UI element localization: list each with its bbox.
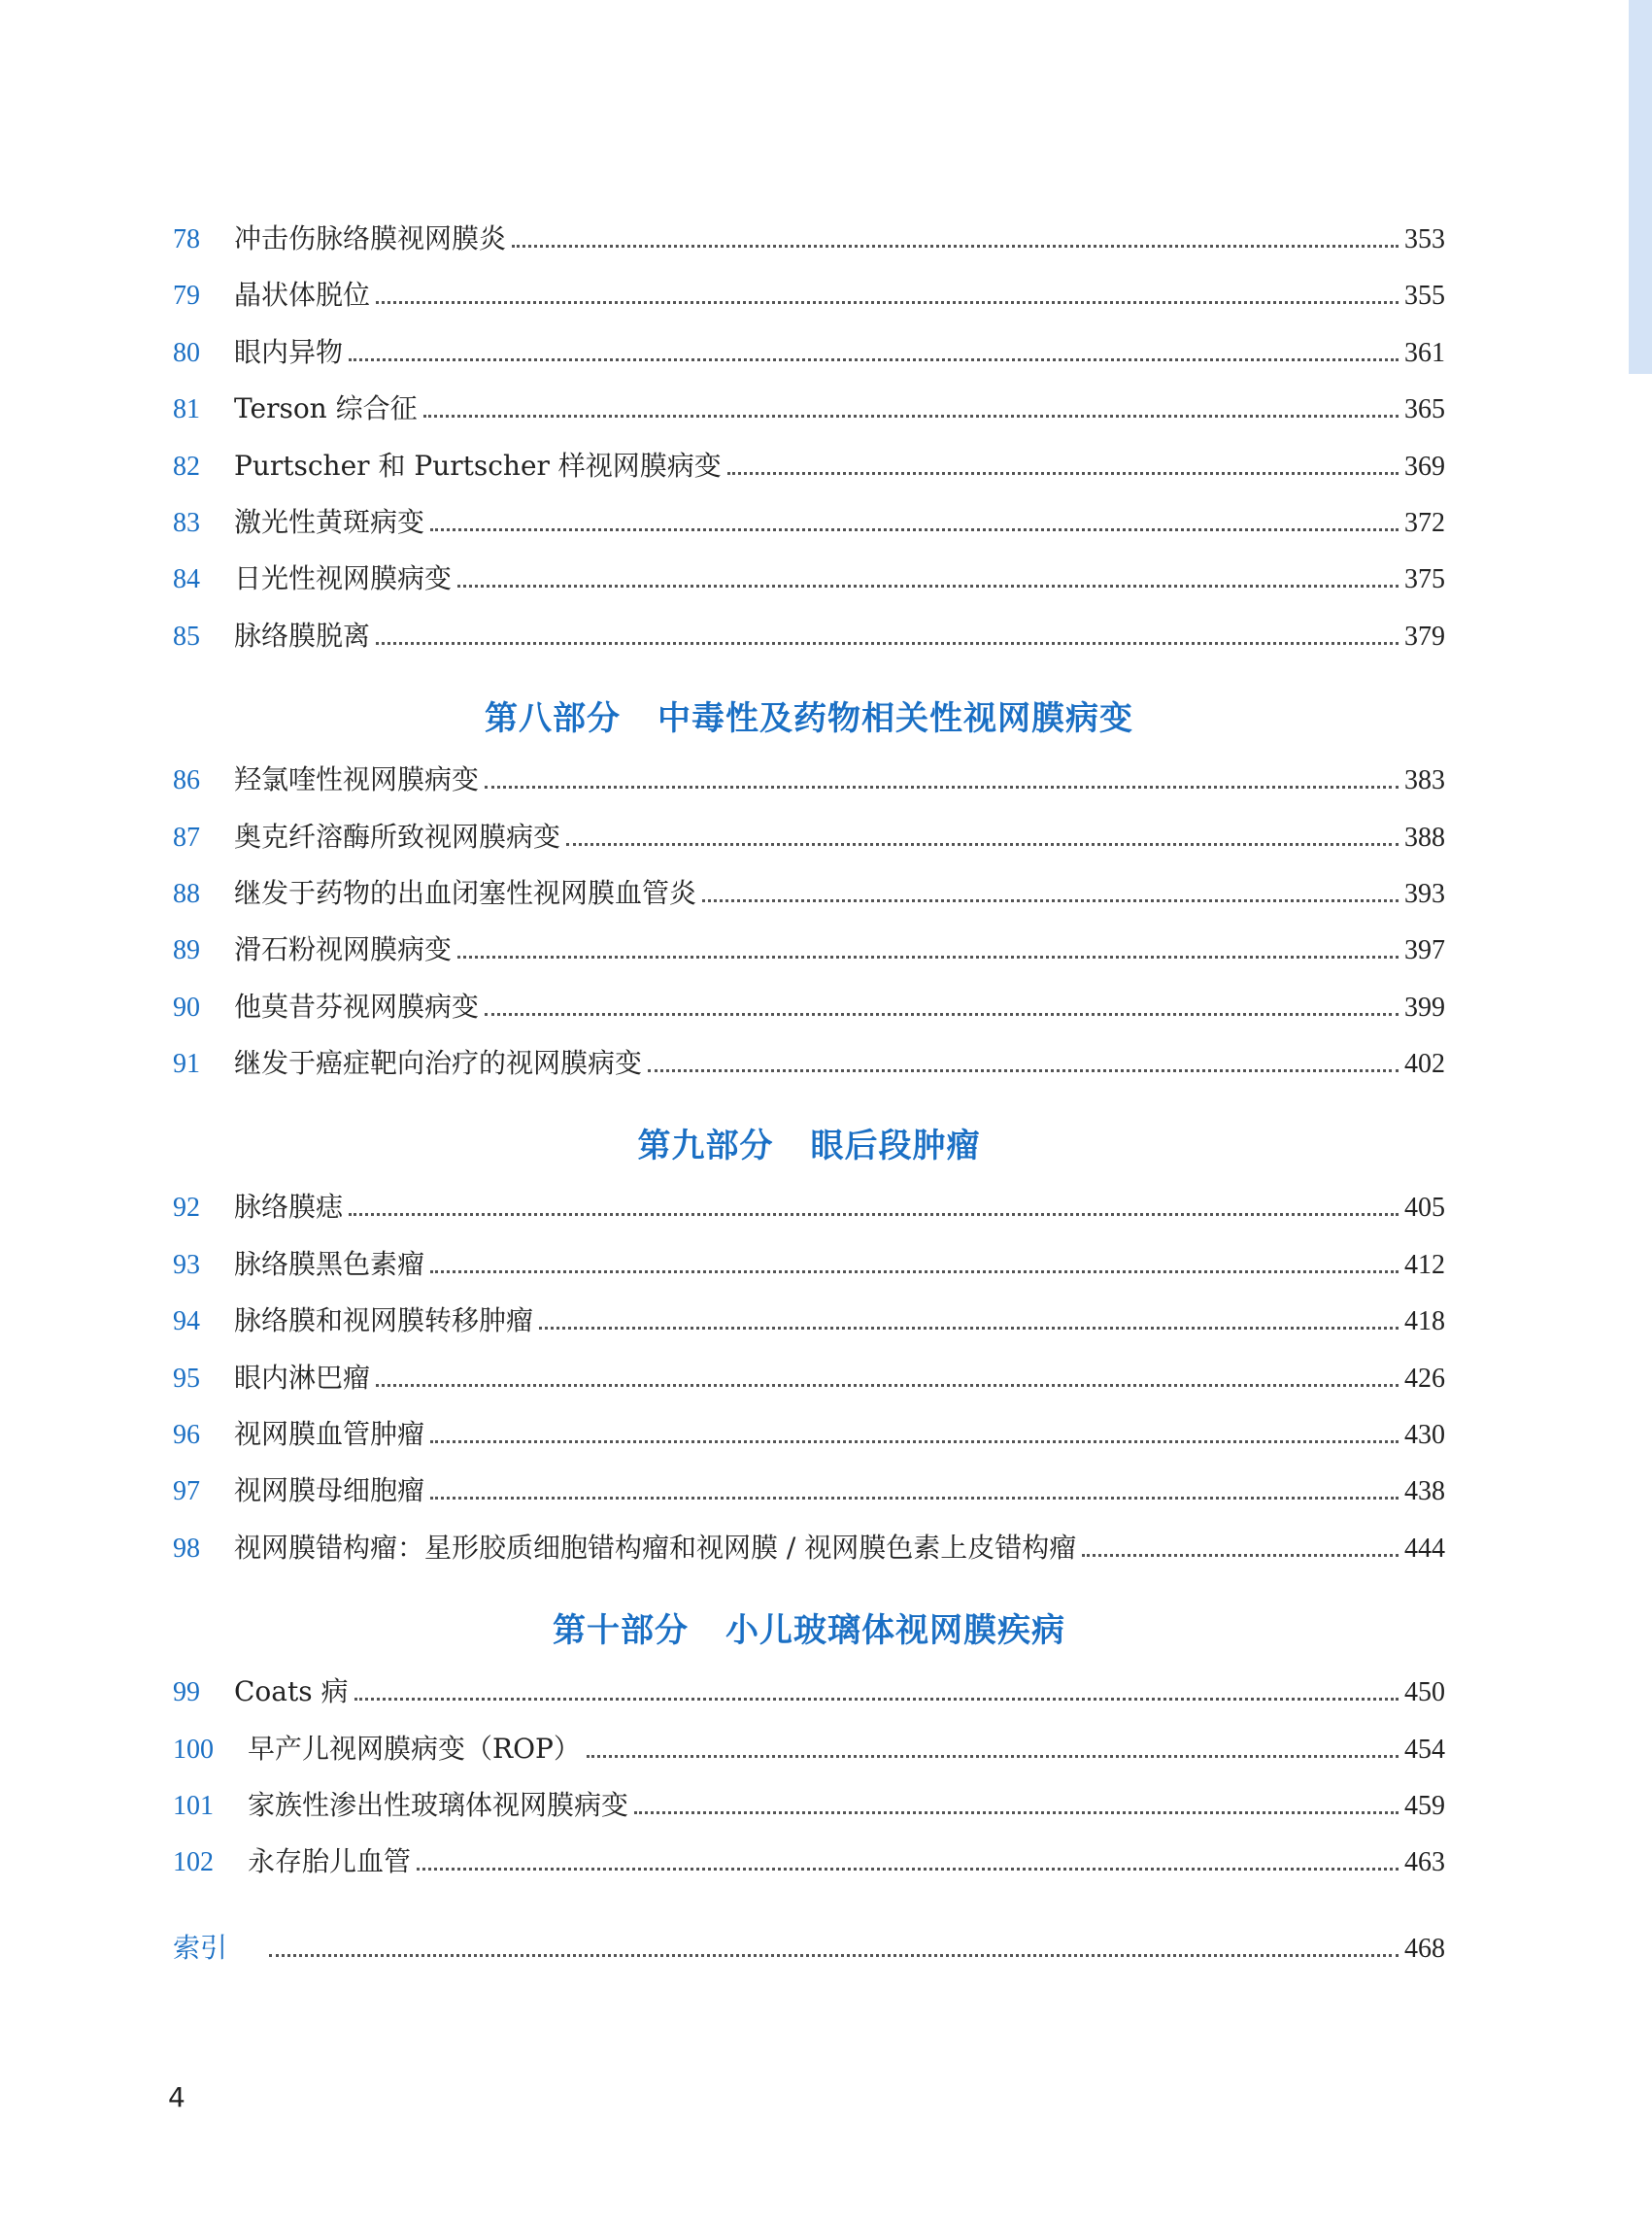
toc-entry[interactable]: [173, 562, 1445, 622]
toc-entry[interactable]: [173, 1047, 1445, 1106]
section-part-label: 第九部分: [637, 1127, 774, 1166]
toc-entry[interactable]: [173, 335, 1445, 395]
entry-page: 444: [1404, 1533, 1445, 1564]
entry-number: 98: [173, 1533, 200, 1564]
entry-title: 视网膜血管肿瘤: [234, 1418, 425, 1451]
toc-entry[interactable]: [173, 505, 1445, 565]
toc-entry[interactable]: [173, 1191, 1445, 1250]
entry-number: 85: [173, 621, 200, 652]
entry-number: 79: [173, 281, 200, 312]
entry-title: 眼内淋巴瘤: [234, 1361, 371, 1394]
toc-entry[interactable]: [173, 279, 1445, 338]
entry-title: Terson 综合征: [234, 392, 418, 425]
toc-entry[interactable]: [173, 1304, 1445, 1364]
entry-page: 412: [1404, 1249, 1445, 1280]
toc-entry[interactable]: [173, 1418, 1445, 1477]
dot-leader: [539, 1327, 1399, 1330]
entry-number: 101: [173, 1790, 214, 1821]
entry-page: 353: [1404, 224, 1445, 254]
entry-page: 468: [1404, 1933, 1445, 1964]
dot-leader: [485, 786, 1399, 789]
entry-page: 369: [1404, 451, 1445, 482]
entry-number: 97: [173, 1476, 200, 1507]
dot-leader: [349, 1213, 1399, 1216]
dot-leader: [269, 1954, 1399, 1957]
entry-page: 426: [1404, 1363, 1445, 1394]
toc-entry[interactable]: [173, 1675, 1445, 1735]
dot-leader: [417, 1868, 1399, 1871]
dot-leader: [587, 1755, 1399, 1758]
entry-number: 86: [173, 765, 200, 796]
entry-page: 397: [1404, 935, 1445, 966]
entry-page: 393: [1404, 878, 1445, 909]
toc-entry[interactable]: [173, 392, 1445, 452]
section-heading-part10: [173, 1591, 1445, 1678]
entry-number: 95: [173, 1363, 200, 1394]
dot-leader: [727, 472, 1399, 475]
entry-title: 滑石粉视网膜病变: [234, 933, 453, 966]
entry-page: 361: [1404, 337, 1445, 368]
dot-leader: [702, 899, 1399, 902]
dot-leader: [376, 1384, 1399, 1387]
entry-number: 93: [173, 1249, 200, 1280]
entry-title: 羟氯喹性视网膜病变: [234, 763, 480, 796]
entry-page: 463: [1404, 1847, 1445, 1878]
dot-leader: [634, 1811, 1399, 1814]
toc-entry[interactable]: [173, 222, 1445, 282]
toc-entry[interactable]: [173, 876, 1445, 936]
dot-leader: [376, 301, 1399, 304]
entry-number: 88: [173, 878, 200, 909]
entry-number: 90: [173, 992, 200, 1023]
entry-number: 87: [173, 822, 200, 853]
entry-page: 355: [1404, 281, 1445, 312]
entry-title: 永存胎儿血管: [248, 1845, 412, 1878]
entry-title: Purtscher 和 Purtscher 样视网膜病变: [234, 449, 722, 482]
entry-page: 405: [1404, 1193, 1445, 1224]
entry-page: 388: [1404, 822, 1445, 853]
entry-page: 379: [1404, 621, 1445, 652]
entry-page: 430: [1404, 1420, 1445, 1451]
toc-entry[interactable]: [173, 820, 1445, 880]
entry-title: 视网膜母细胞瘤: [234, 1474, 425, 1507]
dot-leader: [349, 358, 1399, 361]
entry-title: 家族性渗出性玻璃体视网膜病变: [248, 1788, 629, 1821]
entry-title: 脉络膜黑色素瘤: [234, 1247, 425, 1280]
toc-entry[interactable]: [173, 1788, 1445, 1848]
entry-page: 402: [1404, 1049, 1445, 1080]
entry-title: Coats 病: [234, 1675, 349, 1708]
dot-leader: [457, 956, 1399, 959]
dot-leader: [430, 1497, 1399, 1500]
entry-title: 脉络膜痣: [234, 1191, 344, 1224]
section-title-text: 中毒性及药物相关性视网膜病变: [657, 699, 1133, 739]
dot-leader: [430, 528, 1399, 531]
index-label: 索引: [173, 1931, 228, 1964]
entry-title: 脉络膜和视网膜转移肿瘤: [234, 1304, 534, 1337]
entry-number: 94: [173, 1306, 200, 1337]
entry-title: 视网膜错构瘤：星形胶质细胞错构瘤和视网膜 / 视网膜色素上皮错构瘤: [234, 1531, 1077, 1564]
toc-entry[interactable]: [173, 619, 1445, 679]
section-part-label: 第十部分: [553, 1611, 689, 1651]
dot-leader: [430, 1440, 1399, 1443]
toc-entry[interactable]: [173, 1531, 1445, 1591]
dot-leader: [485, 1013, 1399, 1016]
entry-number: 78: [173, 224, 200, 254]
entry-page: 459: [1404, 1790, 1445, 1821]
toc-entry[interactable]: [173, 449, 1445, 509]
section-part-label: 第八部分: [485, 699, 621, 739]
dot-leader: [430, 1270, 1399, 1273]
entry-title: 继发于癌症靶向治疗的视网膜病变: [234, 1047, 643, 1080]
toc-entry[interactable]: [173, 1732, 1445, 1792]
toc-entry[interactable]: [173, 1361, 1445, 1421]
entry-page: 438: [1404, 1476, 1445, 1507]
dot-leader: [423, 415, 1399, 418]
entry-number: 92: [173, 1193, 200, 1224]
entry-title: 激光性黄斑病变: [234, 505, 425, 538]
toc-entry[interactable]: [173, 763, 1445, 823]
side-tab-marker: [1629, 0, 1652, 374]
entry-page: 454: [1404, 1734, 1445, 1765]
entry-number: 99: [173, 1677, 200, 1708]
entry-number: 102: [173, 1847, 214, 1878]
entry-title: 他莫昔芬视网膜病变: [234, 990, 480, 1023]
toc-entry[interactable]: [173, 933, 1445, 993]
entry-number: 83: [173, 507, 200, 538]
section-heading-part9: [173, 1106, 1445, 1194]
entry-number: 89: [173, 935, 200, 966]
entry-page: 418: [1404, 1306, 1445, 1337]
toc-entry-index[interactable]: [173, 1931, 1445, 1991]
section-heading-part8: [173, 679, 1445, 766]
toc-entry[interactable]: [173, 1845, 1445, 1905]
toc-entry[interactable]: [173, 990, 1445, 1050]
dot-leader: [512, 245, 1399, 248]
entry-number: 91: [173, 1049, 200, 1080]
entry-page: 365: [1404, 394, 1445, 425]
dot-leader: [648, 1069, 1399, 1072]
page-number: 4: [168, 2081, 185, 2113]
entry-page: 450: [1404, 1677, 1445, 1708]
entry-page: 383: [1404, 765, 1445, 796]
entry-page: 375: [1404, 564, 1445, 595]
entry-title: 眼内异物: [234, 335, 344, 368]
entry-title: 日光性视网膜病变: [234, 562, 453, 595]
section-title-text: 小儿玻璃体视网膜疾病: [725, 1611, 1065, 1651]
dot-leader: [566, 843, 1399, 846]
entry-title: 奥克纤溶酶所致视网膜病变: [234, 820, 561, 853]
entry-title: 继发于药物的出血闭塞性视网膜血管炎: [234, 876, 697, 909]
entry-title: 冲击伤脉络膜视网膜炎: [234, 222, 507, 254]
entry-title: 脉络膜脱离: [234, 619, 371, 652]
entry-number: 80: [173, 337, 200, 368]
entry-number: 96: [173, 1420, 200, 1451]
entry-number: 100: [173, 1734, 214, 1765]
toc-entry[interactable]: [173, 1247, 1445, 1307]
entry-number: 81: [173, 394, 200, 425]
entry-title: 早产儿视网膜病变（ROP）: [248, 1732, 581, 1765]
entry-page: 399: [1404, 992, 1445, 1023]
entry-title: 晶状体脱位: [234, 279, 371, 312]
toc-entry[interactable]: [173, 1474, 1445, 1534]
dot-leader: [354, 1698, 1399, 1701]
dot-leader: [1082, 1554, 1399, 1557]
dot-leader: [376, 642, 1399, 645]
section-title-text: 眼后段肿瘤: [810, 1127, 981, 1166]
entry-page: 372: [1404, 507, 1445, 538]
entry-number: 82: [173, 451, 200, 482]
table-of-contents: [173, 222, 1445, 1991]
dot-leader: [457, 585, 1399, 588]
entry-number: 84: [173, 564, 200, 595]
